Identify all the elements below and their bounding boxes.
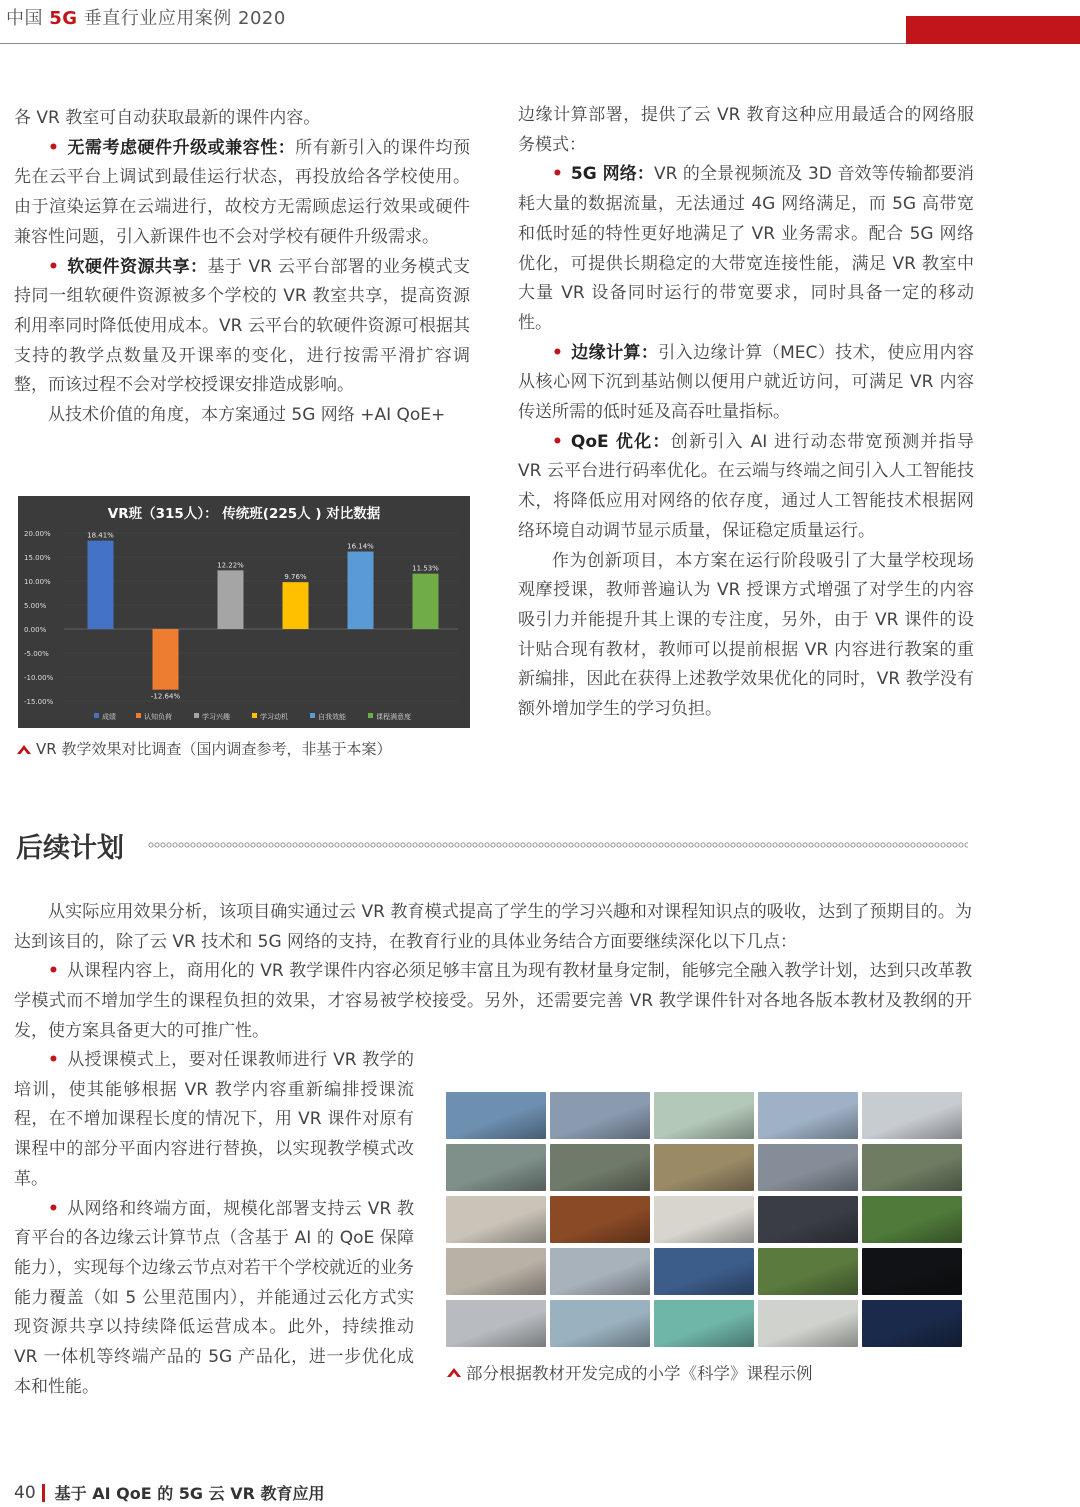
bar [348,552,374,629]
data-label: 11.53% [412,564,439,573]
course-thumbnail [446,1092,546,1139]
right-paragraph: 作为创新项目，本方案在运行阶段吸引了大量学校现场观摩授课，教师普遍认为 VR 授课方式增强了对学生的内容吸引力并能提升其上课的专注度，另外，由于 VR 课件的设计贴合现有教材，教师可以提前根据 VR 内容进行教案的重新编排，因此在获得上述教学效果优化的同时，VR 教学没有额外增加学生的学习负担。 [518,550,974,720]
legend-swatch [136,713,141,718]
legend-swatch [310,713,315,718]
section-divider [148,838,968,852]
course-thumbnail [446,1248,546,1295]
footer-title: 基于 AI QoE 的 5G 云 VR 教育应用 [54,1484,325,1503]
legend-entry: 学习兴趣 [202,713,230,721]
bar [413,574,439,629]
course-thumbnail [446,1196,546,1243]
course-thumbnail [550,1144,650,1191]
y-tick-label: 10.00% [24,578,51,586]
course-thumbnail [446,1144,546,1191]
course-image-grid [446,1092,966,1350]
y-tick-label: 0.00% [24,626,47,634]
legend-entry: 认知负荷 [144,713,172,721]
course-thumbnail [550,1196,650,1243]
bullet-icon: • [552,164,563,185]
bullet-qoe: • QoE 优化：创新引入 AI 进行动态带宽预测并指导 VR 云平台进行码率优化。在云端与终端之间引入人工智能技术，将降低应用对网络的依存度，通过人工智能技术根据网络环境自动调节显示质量，保证稳定质量运行。 [518,431,975,541]
course-thumbnail [758,1092,858,1139]
course-thumbnail [758,1144,858,1191]
course-thumbnail [654,1144,754,1191]
right-column [518,101,974,725]
course-thumbnail [550,1248,650,1295]
bullet-5g-network: • 5G 网络：VR 的全景视频流及 3D 音效等传输都要消耗大量的数据流量，无法通过 4G 网络满足，而 5G 高带宽和低时延的特性更好地满足了 VR 业务需求。配合 5G 网络优化，可提供长期稳定的大带宽连接性能，满足 VR 教室中大量 VR 设备同时运行的带宽要求，同时具备一定的移动性。 [518,164,975,333]
bullet-edge-computing: • 边缘计算：引入边缘计算（MEC）技术，使应用内容从核心网下沉到基站侧以便用户就近访问，可满足 VR 内容传送所需的低时延及高吞吐量指标。 [518,342,975,423]
y-tick-label: 5.00% [24,602,47,610]
left-paragraph: 从技术价值的角度，本方案通过 5G 网络 +AI QoE+ [48,405,446,426]
course-thumbnail [654,1196,754,1243]
legend-swatch [94,713,99,718]
data-label: 16.14% [347,542,374,551]
course-thumbnail [758,1300,858,1347]
course-thumbnail [654,1300,754,1347]
legend-swatch [252,713,257,718]
bar [218,570,244,629]
image-caption: 部分根据教材开发完成的小学《科学》课程示例 [446,1360,813,1384]
section-left-column [14,1046,414,1402]
y-tick-label: -10.00% [24,674,54,682]
bullet-icon: • [552,431,563,452]
chart-svg [18,496,470,728]
caret-icon [446,1366,462,1378]
section-intro: 从实际应用效果分析，该项目确实通过云 VR 教育模式提高了学生的学习兴趣和对课程知识点的吸收，达到了预期目的。为达到该目的，除了云 VR 技术和 5G 网络的支持，在教育行业的具体业务结合方面要继续深化以下几点： [14,902,972,952]
course-thumbnail [862,1092,962,1139]
publication-title: 中国 5G 垂直行业应用案例 2020 [6,8,286,29]
left-text-continuation: 各 VR 教室可自动获取最新的课件内容。 [14,108,321,128]
chart-title: VR班（315人）： 传统班(225人 ) 对比数据 [107,506,381,522]
bullet-icon: • [48,961,59,982]
course-thumbnail [446,1300,546,1347]
bullet-icon: • [552,342,563,363]
course-thumbnail [550,1092,650,1139]
bar [153,629,179,690]
y-tick-label: 15.00% [24,554,51,562]
bullet-icon: • [48,137,59,158]
bar [88,541,114,629]
course-thumbnail [758,1196,858,1243]
left-column [14,104,470,431]
course-thumbnail [862,1300,962,1347]
bullet-icon: • [48,1050,59,1070]
footer-bar [42,1484,45,1502]
course-thumbnail [862,1196,962,1243]
chart-caption: VR 教学效果对比调查（国内调查参考，非基于本案） [16,738,391,759]
legend-entry: 成绩 [102,713,116,721]
y-tick-label: -15.00% [24,698,54,706]
course-thumbnail [862,1248,962,1295]
legend-entry: 课程满意度 [376,713,411,721]
bullet-icon: • [48,1198,59,1219]
bullet-icon: • [48,256,59,277]
right-text-continuation: 边缘计算部署，提供了云 VR 教育这种应用最适合的网络服务模式： [518,105,974,155]
bullet-network-terminal: • 从网络和终端方面，规模化部署支持云 VR 教育平台的各边缘云计算节点（含基于 AI 的 QoE 保障能力），实现每个边缘云节点对若干个学校就近的业务能力覆盖（如 5 公里范围内），并能通过云化方式实现资源共享以持续降低运营成本。此外，持续推动 VR 一体机等终端产品的 5G 产品化，进一步优化成本和性能。 [14,1198,414,1397]
bullet-resource-sharing: • 软硬件资源共享：基于 VR 云平台部署的业务模式支持同一组软硬件资源被多个学校的 VR 教室共享，提高资源利用率同时降低使用成本。VR 云平台的软硬件资源可根据其支持的教学点数量及开课率的变化，进行按需平滑扩容调整，而该过程不会对学校授课安排造成影响。 [14,256,471,396]
data-label: 12.22% [217,561,244,570]
course-thumbnail [862,1144,962,1191]
bar-chart [18,496,470,728]
data-label: 18.41% [87,531,114,540]
course-thumbnail [758,1248,858,1295]
legend-entry: 学习动机 [260,713,288,721]
bullet-teaching-mode: • 从授课模式上，要对任课教师进行 VR 教学的培训，使其能够根据 VR 教学内容重新编排授课流程，在不增加课程长度的情况下，用 VR 课件对原有课程中的部分平面内容进行替换，以实现教学模式改革。 [14,1050,414,1189]
legend-swatch [194,713,199,718]
page-header [0,0,1080,46]
legend-entry: 自我效能 [318,713,346,721]
bullet-course-content: • 从课程内容上，商用化的 VR 教学课件内容必须足够丰富且为现有教材量身定制，能够完全融入教学计划，达到只改革教学模式而不增加学生的课程负担的效果，才容易被学校接受。另外，还需要完善 VR 教学课件针对各地各版本教材及教纲的开发，使方案具备更大的可推广性。 [14,961,972,1041]
page-footer [14,1481,324,1504]
section-title: 后续计划 [16,833,124,864]
caret-icon [16,743,32,755]
header-red-block [906,16,1080,44]
legend-swatch [368,713,373,718]
header-rule [0,43,906,44]
course-thumbnail [550,1300,650,1347]
bullet-hardware: • 无需考虑硬件升级或兼容性：所有新引入的课件均预先在云平台上调试到最佳运行状态，再投放给各学校使用。由于渲染运算在云端进行，故校方无需顾虑运行效果或硬件兼容性问题，引入新课件也不会对学校有硬件升级需求。 [14,137,471,247]
section-body [14,898,972,1047]
course-thumbnail [654,1248,754,1295]
bar [283,582,309,629]
data-label: -12.64% [150,692,181,701]
course-thumbnail [654,1092,754,1139]
page-number: 40 [14,1482,36,1503]
y-tick-label: -5.00% [24,650,49,658]
y-tick-label: 20.00% [24,530,51,538]
data-label: 9.76% [284,573,307,582]
